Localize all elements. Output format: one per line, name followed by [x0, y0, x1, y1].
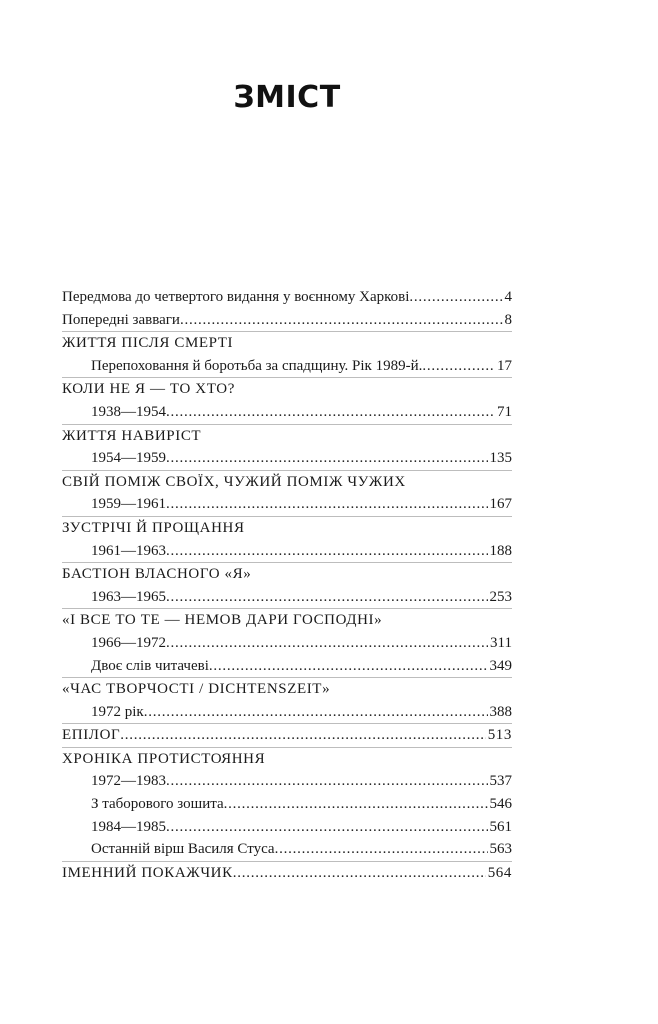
- dot-leader: [180, 309, 503, 332]
- toc-page-number: 537: [489, 773, 512, 790]
- toc-section-heading[interactable]: [62, 609, 512, 632]
- dot-leader: [166, 770, 488, 793]
- dot-leader: [166, 586, 488, 609]
- toc-entry-label: КОЛИ НЕ Я — ТО ХТО?: [62, 381, 235, 398]
- toc-entry-label: СВІЙ ПОМІЖ СВОЇХ, ЧУЖИЙ ПОМІЖ ЧУЖИХ: [62, 473, 406, 490]
- toc-section-heading[interactable]: [62, 563, 512, 586]
- toc-section-heading[interactable]: [62, 425, 512, 448]
- dot-leader: [422, 355, 495, 378]
- toc-entry-label: 1963—1965: [91, 588, 166, 605]
- toc-entry[interactable]: [62, 493, 512, 516]
- toc-entry-label: 1954—1959: [91, 450, 166, 467]
- toc-entry[interactable]: [62, 586, 512, 609]
- toc-entry[interactable]: [62, 701, 512, 724]
- toc-entry-label: ЗУСТРІЧІ Й ПРОЩАННЯ: [62, 519, 245, 536]
- toc-entry-label: 1959—1961: [91, 496, 166, 513]
- dot-leader: [166, 632, 488, 655]
- table-of-contents: [62, 286, 512, 884]
- dot-leader: [275, 838, 488, 861]
- toc-page-number: 349: [489, 657, 512, 674]
- toc-entry-label: БАСТІОН ВЛАСНОГО «Я»: [62, 566, 252, 583]
- toc-section-heading[interactable]: [62, 471, 512, 494]
- toc-section-heading[interactable]: [62, 748, 512, 771]
- toc-entry-label: ЖИТТЯ НАВИРІСТ: [62, 427, 202, 444]
- toc-section-heading[interactable]: [62, 332, 512, 355]
- toc-page-number: 546: [489, 796, 512, 813]
- toc-entry[interactable]: [62, 816, 512, 839]
- toc-entry[interactable]: [62, 770, 512, 793]
- toc-entry-label: ЕПІЛОГ: [62, 727, 121, 744]
- dot-leader: [166, 816, 488, 839]
- dot-leader: [166, 401, 495, 424]
- toc-page-number: 388: [489, 703, 512, 720]
- toc-entry[interactable]: [62, 838, 512, 861]
- toc-page-number: 17: [497, 357, 512, 374]
- toc-entry[interactable]: [62, 447, 512, 470]
- toc-entry-label: 1938—1954: [91, 403, 166, 420]
- dot-leader: [209, 655, 488, 678]
- dot-leader: [233, 862, 486, 885]
- toc-page-number: 564: [487, 864, 512, 881]
- toc-entry[interactable]: [62, 793, 512, 816]
- toc-entry-label: 1966—1972: [91, 634, 166, 651]
- dot-leader: [224, 793, 488, 816]
- toc-entry[interactable]: [62, 655, 512, 678]
- toc-entry-label: Останній вірш Василя Стуса: [91, 841, 275, 858]
- dot-leader: [144, 701, 488, 724]
- toc-entry-label: З таборового зошита: [91, 796, 224, 813]
- toc-section-heading[interactable]: [62, 862, 512, 885]
- toc-section-heading[interactable]: [62, 517, 512, 540]
- toc-entry[interactable]: [62, 286, 512, 309]
- toc-section-heading[interactable]: [62, 378, 512, 401]
- toc-entry-label: Попередні завваги: [62, 311, 180, 328]
- toc-entry[interactable]: [62, 632, 512, 655]
- toc-page-number: 167: [489, 496, 512, 513]
- dot-leader: [409, 286, 502, 309]
- toc-entry-label: «І ВСЕ ТО ТЕ — НЕМОВ ДАРИ ГОСПОДНІ»: [62, 612, 383, 629]
- toc-entry-label: Передмова до четвертого видання у воєнному Харкові: [62, 289, 410, 305]
- toc-entry-label: 1972—1983: [91, 773, 166, 790]
- toc-entry-label: 1972 рік: [91, 703, 144, 720]
- toc-section-heading[interactable]: [62, 678, 512, 701]
- toc-page-number: 253: [489, 588, 512, 605]
- toc-entry[interactable]: [62, 401, 512, 424]
- toc-entry[interactable]: [62, 540, 512, 563]
- toc-entry-label: Перепоховання й боротьба за спадщину. Рік 1989-й.: [91, 357, 423, 374]
- dot-leader: [166, 447, 488, 470]
- toc-entry[interactable]: [62, 309, 512, 332]
- dot-leader: [120, 724, 485, 747]
- toc-section-heading[interactable]: [62, 724, 512, 747]
- toc-entry-label: Двоє слів читачеві: [91, 657, 209, 674]
- toc-page-number: 561: [489, 818, 512, 835]
- page-title: ЗМІСТ: [233, 80, 341, 115]
- toc-entry-label: ЖИТТЯ ПІСЛЯ СМЕРТІ: [62, 335, 234, 352]
- dot-leader: [166, 540, 488, 563]
- toc-page-number: 563: [489, 841, 512, 858]
- toc-entry-label: ХРОНІКА ПРОТИСТОЯННЯ: [62, 750, 266, 767]
- toc-page-number: 513: [487, 727, 512, 744]
- toc-page-number: 135: [489, 450, 512, 467]
- toc-entry[interactable]: [62, 355, 512, 378]
- dot-leader: [166, 493, 488, 516]
- toc-page-number: 8: [504, 311, 512, 328]
- toc-page-number: 71: [497, 403, 512, 420]
- toc-entry-label: 1984—1985: [91, 818, 166, 835]
- toc-entry-label: ІМЕННИЙ ПОКАЖЧИК: [62, 864, 233, 881]
- toc-page-number: 188: [489, 542, 512, 559]
- toc-page-number: 311: [490, 634, 512, 651]
- toc-page-number: 4: [504, 289, 512, 305]
- toc-entry-label: 1961—1963: [91, 542, 166, 559]
- toc-entry-label: «ЧАС ТВОРЧОСТІ / DICHTENSZEIT»: [62, 681, 331, 698]
